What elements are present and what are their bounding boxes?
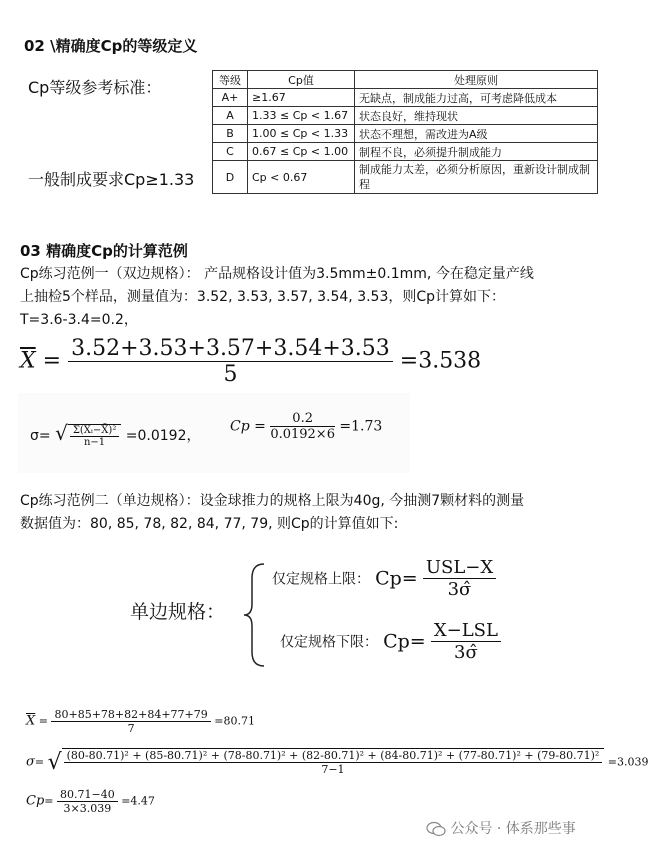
grade-cell: B: [213, 125, 248, 143]
example2-mean-formula: $\overline{X}$ = $\frac{80+85+78+82+84+77+79}{7}$ =80.71: [26, 708, 255, 735]
table-row: [213, 107, 598, 125]
principle-cell: 状态不理想，需改进为A级: [355, 125, 598, 143]
grade-cell: A: [213, 107, 248, 125]
sigma2-numerator: (80-80.71)² + (85-80.71)² + (78-80.71)² + (82-80.71)² + (84-80.71)² + (77-80.71)² + (79-80.71)²: [64, 749, 603, 763]
mean2-numerator: 80+85+78+82+84+77+79: [51, 708, 210, 722]
lower-limit-formula: [280, 620, 501, 663]
upper-numerator: USL−X: [423, 557, 496, 579]
grade-cell: C: [213, 143, 248, 161]
sigma-numerator: Σ(Xᵢ−X̄)²: [70, 425, 120, 437]
table-header-row: [213, 71, 598, 89]
sigma2-denominator: 7−1: [321, 763, 345, 776]
table-row: [213, 161, 598, 194]
example2-cp-formula: Cp= $\frac{80.71-40}{3\times 3.039}$ =4.47: [26, 788, 155, 815]
upper-limit-formula: [272, 557, 496, 600]
cp-result: =1.73: [339, 418, 383, 435]
principle-cell: 制程不良，必须提升制成能力: [355, 143, 598, 161]
upper-limit-label: 仅定规格上限：: [272, 571, 370, 588]
grade-reference-label: Cp等级参考标准：: [28, 78, 162, 97]
example1-formula-box: [18, 393, 410, 473]
brace-icon: [240, 560, 270, 670]
header-grade: 等级: [213, 71, 248, 89]
sigma-lhs: σ=: [30, 428, 51, 444]
principle-cell: 无缺点，制成能力过高，可考虑降低成本: [355, 89, 598, 107]
grade-table: [212, 70, 598, 194]
example1-line1: Cp练习范例一（双边规格）： 产品规格设计值为3.5mm±0.1mm, 今在稳定量产线: [20, 266, 534, 282]
watermark: [426, 818, 576, 838]
example1-cp-formula: [230, 411, 382, 442]
x-bar-symbol: $\overline{X}$: [26, 713, 36, 729]
general-requirement: 一般制成要求Cp≥1.33: [28, 170, 195, 189]
mean-numerator: 3.52+3.53+3.57+3.54+3.53: [68, 336, 393, 362]
sigma-denominator: n−1: [83, 436, 106, 448]
grade-cell: D: [213, 161, 248, 194]
cp-cell: 1.00 ≤ Cp < 1.33: [248, 125, 355, 143]
single-spec-label: 单边规格：: [130, 601, 226, 623]
sigma-result: =0.0192，: [125, 428, 201, 444]
x-bar-symbol: $\overline{X}$: [20, 348, 36, 374]
sigma2-result: =3.039: [607, 755, 648, 769]
cp2-result: =4.47: [121, 794, 155, 808]
example2-line2: 数据值为：80, 85, 78, 82, 84, 77, 79, 则Cp的计算值如下:: [20, 516, 399, 532]
example1-line3: T=3.6-3.4=0.2，: [20, 312, 138, 328]
example2-sigma-formula: σ= √ (80-80.71)² + (85-80.71)² + (78-80.71)² + (82-80.71)² + (84-80.71)² + (77-80.71)² + (79-80.71)² 7−1 =3.039: [26, 749, 648, 776]
section-02-title: 02 \精确度Cp的等级定义: [24, 37, 198, 55]
cp-cell: 1.33 ≤ Cp < 1.67: [248, 107, 355, 125]
example1-line2: 上抽检5个样品，测量值为：3.52, 3.53, 3.57, 3.54, 3.53，则Cp计算如下：: [20, 289, 506, 305]
principle-cell: 状态良好，维持现状: [355, 107, 598, 125]
principle-cell: 制成能力太差，必须分析原因，重新设计制成制程: [355, 161, 598, 194]
header-principle: 处理原则: [355, 71, 598, 89]
wechat-icon: [426, 821, 446, 837]
cp2-numerator: 80.71−40: [57, 788, 118, 802]
cp-cell: 0.67 ≤ Cp < 1.00: [248, 143, 355, 161]
lower-cp-lhs: Cp=: [383, 630, 426, 653]
cp-lhs: Cp =: [230, 418, 266, 435]
mean-result: =3.538: [399, 348, 482, 374]
header-cp: Cp值: [248, 71, 355, 89]
upper-denominator: 3σ̂: [447, 579, 472, 600]
section-03-title: 03 精确度Cp的计算范例: [20, 242, 188, 260]
upper-cp-lhs: Cp=: [375, 567, 418, 590]
grade-cell: A+: [213, 89, 248, 107]
lower-denominator: 3σ̂: [454, 642, 478, 663]
cp2-denominator: 3×3.039: [63, 802, 112, 815]
example1-mean-formula: $\overline{X}$ = $\frac{3.52+3.53+3.57+3.54+3.53}{5}$ =3.538: [20, 336, 482, 387]
cp-numerator: 0.2: [270, 411, 335, 427]
example1-sigma-formula: σ= √ $\frac{\text{Σ(Xᵢ−X̄)²}}{n-1}$ =0.0192，: [30, 421, 201, 448]
mean2-result: =80.71: [214, 714, 255, 728]
lower-numerator: X−LSL: [431, 620, 501, 642]
watermark-text: 公众号 · 体系那些事: [450, 821, 576, 837]
mean-denominator: 5: [223, 362, 238, 387]
cp-cell: Cp < 0.67: [248, 161, 355, 194]
lower-limit-label: 仅定规格下限：: [280, 634, 378, 651]
table-row: [213, 125, 598, 143]
example2-line1: Cp练习范例二（单边规格）：设金球推力的规格上限为40g, 今抽测7颗材料的测量: [20, 493, 525, 509]
cp-cell: ≥1.67: [248, 89, 355, 107]
mean2-denominator: 7: [127, 722, 135, 735]
table-row: [213, 89, 598, 107]
table-row: [213, 143, 598, 161]
cp-denominator: 0.0192×6: [270, 427, 335, 442]
